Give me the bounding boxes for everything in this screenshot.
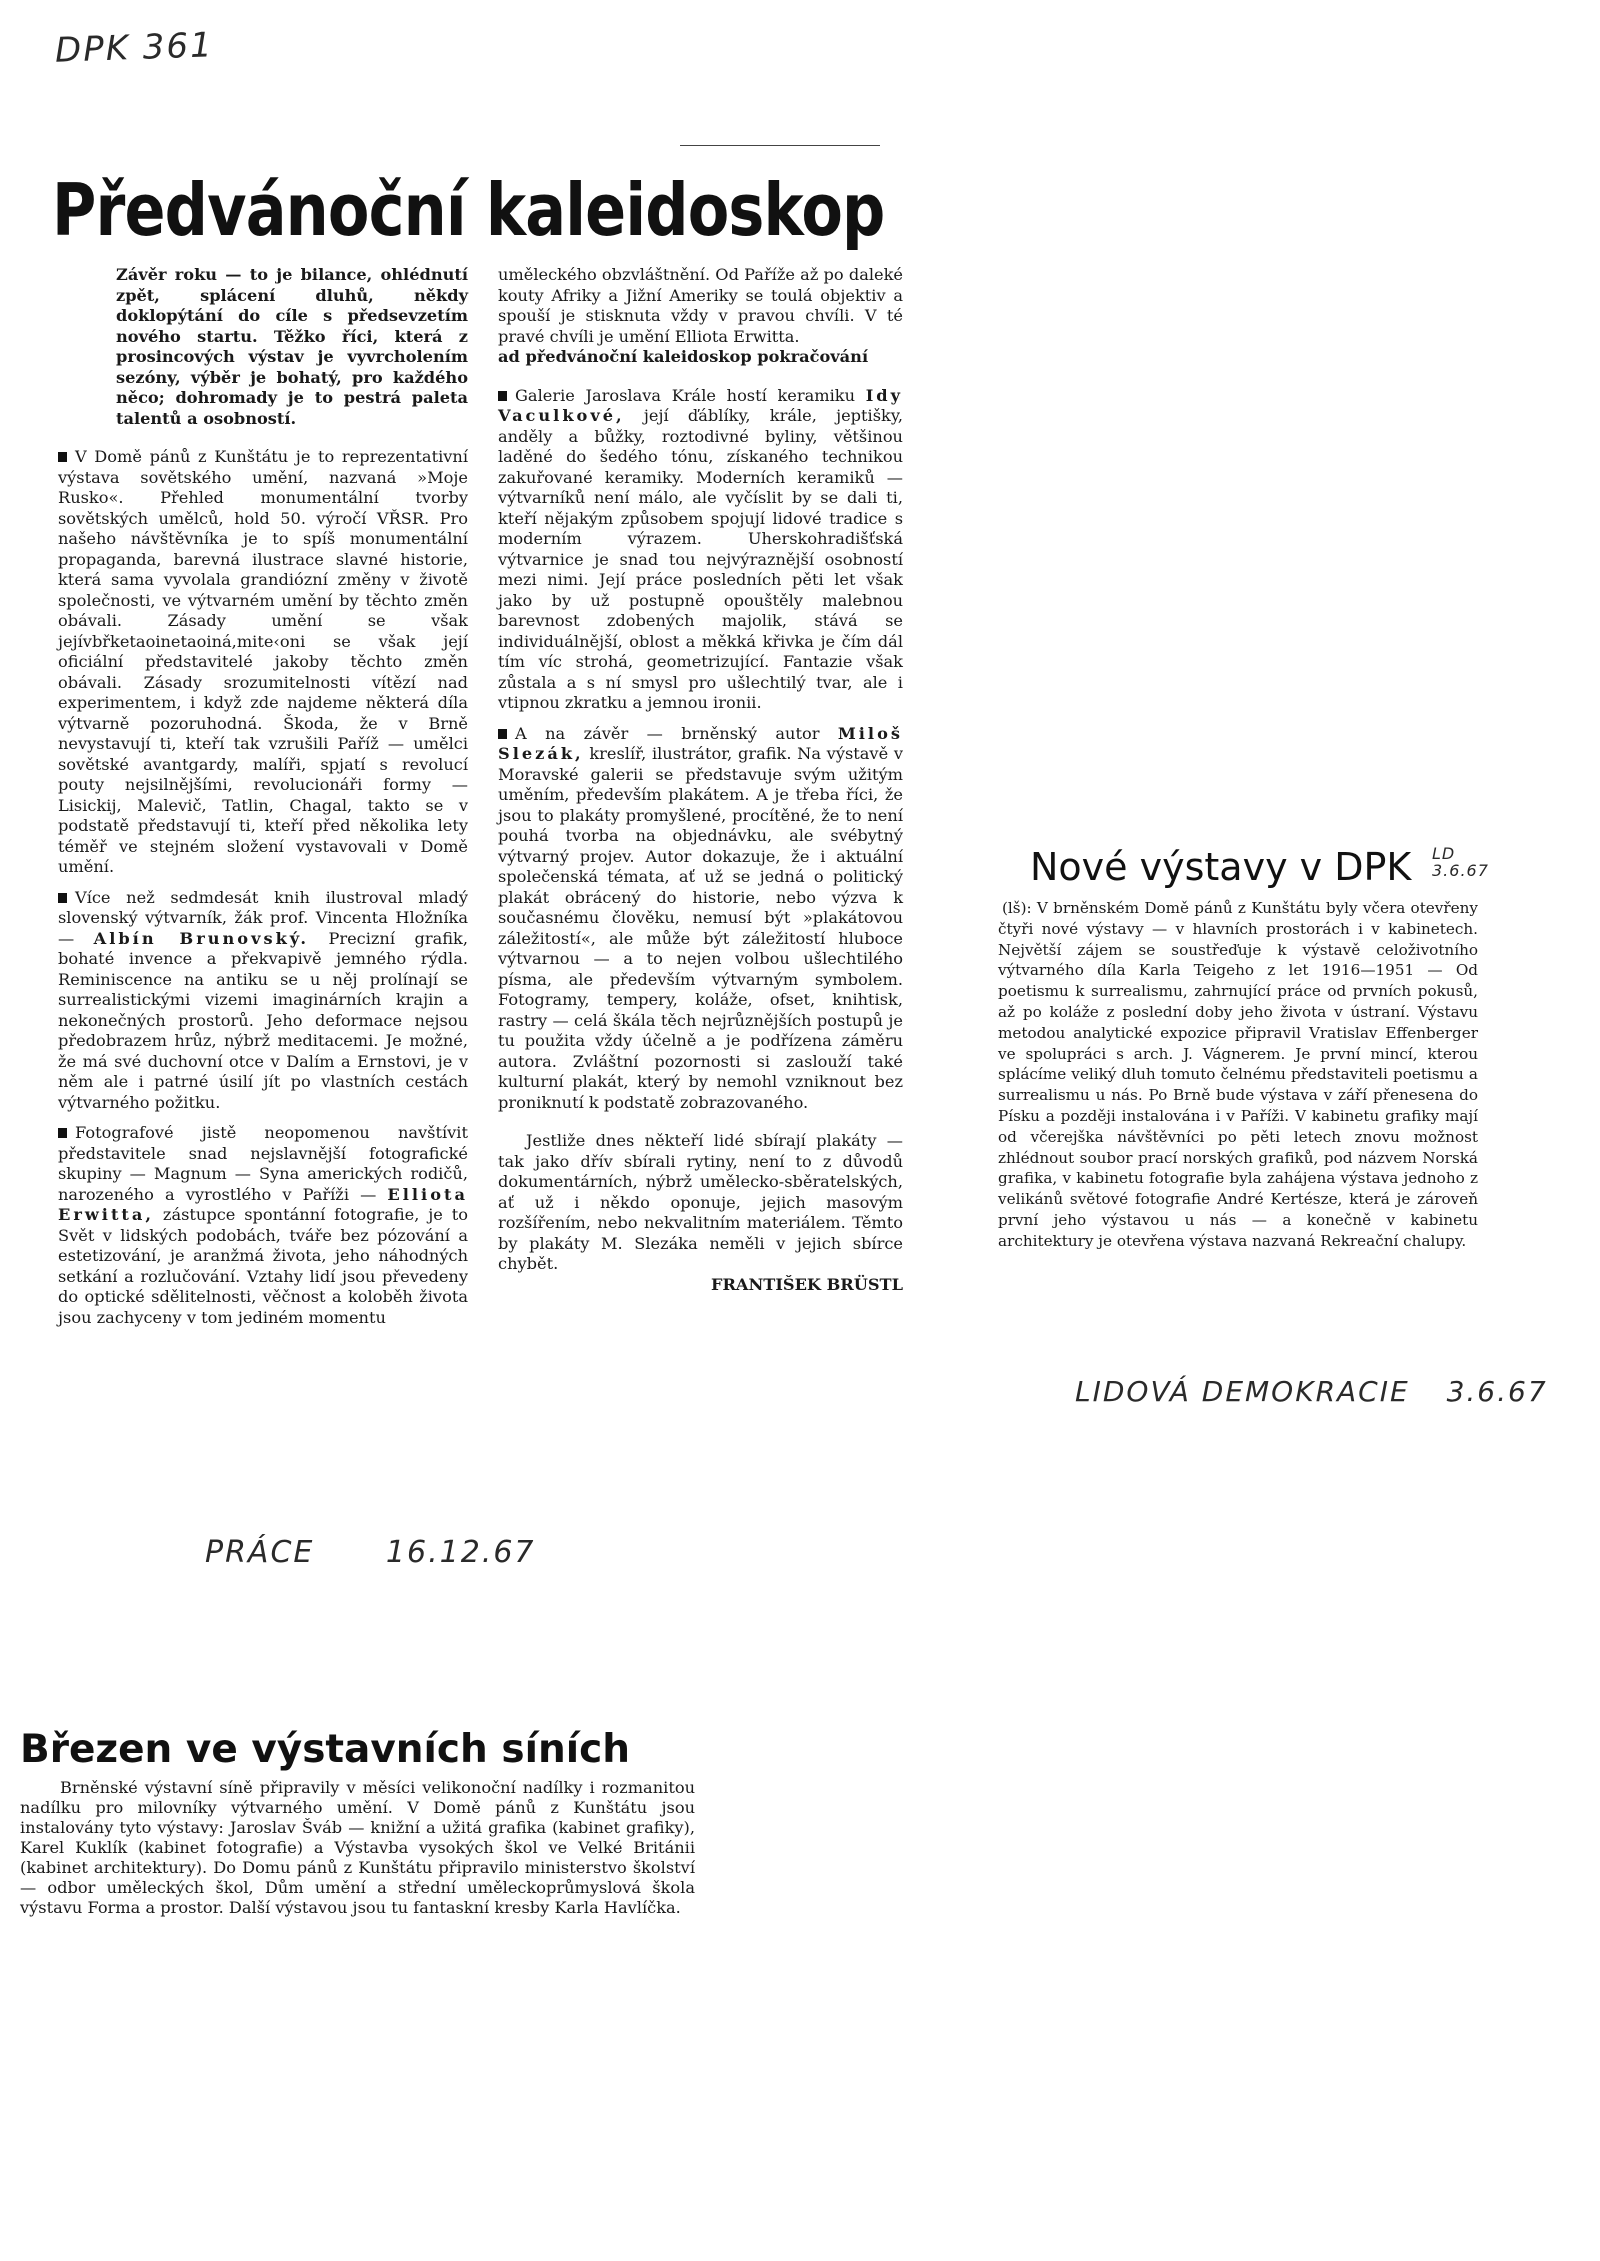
article-1-lead: Závěr roku — to je bilance, ohlédnutí zpět, splácení dluhů, někdy doklopýtání do cíle s předsevzetím nového startu. Těžko říci, která z prosincových výstav je vyvrcholením sezóny, výběr je bohatý, pro každého něco; dohromady je to pestrá paleta talentů a osobností. (116, 265, 468, 428)
source-name: LIDOVÁ DEMOKRACIE (1075, 1375, 1410, 1408)
article-3-body: Brněnské výstavní síně připravily v měsíci velikonoční nadílky i rozmanitou nadílku pro milovníky výtvarného umění. V Domě pánů z Kunštátu jsou instalovány tyto výstavy: Jaroslav Šváb — knižní a užitá grafika (kabinet grafiky), Karel Kuklík (kabinet fotografie) a Výstavba vysokých škol ve Velké Británii (kabinet architektury). Do Domu pánů z Kunštátu připravilo ministerstvo školství — odbor uměleckých škol, Dům umění a střední uměleckoprůmyslová škola výstavu Forma a prostor. Další výstavou jsou tu fantaskní kresby Karla Havlíčka. (20, 1778, 695, 1917)
source-date: 3.6.67 (1446, 1375, 1548, 1408)
bullet-square-icon (58, 452, 67, 462)
bullet-square-icon (58, 1128, 67, 1138)
artist-name: Idy Vaculkové, (498, 385, 903, 425)
article-1-title: Předvánoční kaleidoskop (52, 168, 885, 252)
article-1-column-1 (58, 265, 468, 1328)
clip1-source-handwriting (205, 1535, 536, 1570)
clipping-top-rule (680, 145, 880, 146)
article-1-paragraph: Jestliže dnes někteří lidé sbírají plakáty — tak jako dřív sbírali rytiny, není to z důvodů dokumentárních, nýbrž umělecko-sběratelských, ať už i někdo oponuje, jejich masovým rozšířením, nebo nekvalitním materiálem. Těmto by plakáty M. Slezáka neměli v jejich sbírce chybět. (498, 1131, 903, 1273)
article-1-paragraph: uměleckého obzvláštnění. Od Paříže až po daleké kouty Afriky a Jižní Ameriky se toulá objektiv a spouší je stisknuta vždy v pravou chvíli. V té pravé chvíli je umění Elliota Erwitta. (498, 265, 903, 346)
artist-name: Albín Brunovský. (93, 928, 309, 948)
article-1-paragraph: V Domě pánů z Kunštátu je to reprezentativní výstava sovětského umění, nazvaná »Moje Rusko«. Přehled monumentální tvorby sovětských umělců, hold 50. výročí VŘSR. Pro našeho návštěvníka je to spíš monumentální propaganda, barevná ilustrace slavné historie, která sama vyvolala grandiózní změny v životě společnosti, ve výtvarném umění by těchto změn obávali. Zásady umění se však jejívbřketaoinetaoiná,mite‹oni se však její oficiální představitelé jakoby těchto změn obávali. Zásady srozumitelnosti vítězí nad experimentem, i když zde najdeme některá díla výtvarně pozoruhodná. Škoda, že v Brně nevystavují ti, kteří tak vzrušili Paříž — umělci sovětské avantgardy, malíři, spjatí s revolucí pouty nejsilnějšími, revolucionáři formy — Lisickij, Malevič, Tatlin, Chagal, takto se v podstatě představují ti, kteří před několika lety téměř ve stejném složení vystavovali v Domě umění. (58, 447, 468, 876)
clip2-note-handwriting: LD 3.6.67 (1432, 844, 1489, 880)
bullet-square-icon (498, 729, 507, 739)
article-2-body: (lš): V brněnském Domě pánů z Kunštátu byly včera otevřeny čtyři nové výstavy — v hlavních prostorách i v kabinetech. Největší zájem se soustřeďuje k výstavě celoživotního výtvarného díla Karla Teigeho z let 1916—1951 — Od poetismu k surrealismu, zahrnující práce od prvních pokusů, až po koláže z poslední doby jeho života v ústraní. Výstavu metodou analytické expozice připravil Vratislav Effenberger ve spolupráci s arch. J. Vágnerem. Je první mincí, kterou splácíme veliký dluh tomuto čelnému představiteli poetismu a surrealismu u nás. Po Brně bude výstava v září přenesena do Písku a později instalována i v Paříži. V kabinetu grafiky mají od včerejška návštěvníci po pěti letech znovu možnost zhlédnout soubor prací norských grafiků, pod názvem Norská grafika, v kabinetu fotografie byla zahájena výstava jednoho z velikánů světové fotografie André Kertésze, která je zároveň první jeho výstavou u nás — a konečně v kabinetu architektury je otevřena výstava nazvaná Rekreační chalupy. (998, 899, 1478, 1250)
article-3-title: Březen ve výstavních síních (20, 1727, 630, 1772)
author-signature: FRANTIŠEK BRÜSTL (710, 1274, 903, 1294)
artist-name: Miloš Slezák, (498, 723, 903, 763)
article-1-paragraph: Více než sedmdesát knih ilustroval mladý slovenský výtvarník, žák prof. Vincenta Hložníka — Albín Brunovský. Precizní grafik, bohaté invence a překvapivě jemného rýdla. Reminiscence na antiku se u něj prolínají se surrealistickými vizemi imaginárních krajin a nekonečných prostorů. Jeho deformace nejsou předobrazem hrůz, nýbrž meditacemi. Je možné, že má své duchovní otce v Dalím a Ernstovi, je v něm ale i patrné úsilí jít po vlastních cestách výtvarného požitku. (58, 887, 468, 1112)
article-1-paragraph: Fotografové jistě neopomenou navštívit představitele snad nejslavnější fotografické skupiny — Magnum — Syna amerických rodičů, narozeného a vyrostlého v Paříži — Elliota Erwitta, zástupce spontánní fotografie, je to Svět v lidských podobách, tváře bez pózování a estetizování, je aranžmá života, jeho náhodných setkání a rozlučování. Vztahy lidí jsou převedeny do optické sdělitelnosti, věčnost a koloběh života jsou zachyceny v tom jediném momentu (58, 1123, 468, 1327)
source-date: 16.12.67 (385, 1535, 536, 1570)
continuation-note: ad předvánoční kaleidoskop pokračování (498, 347, 869, 366)
article-2-title: Nové výstavy v DPK (1030, 845, 1412, 889)
archive-code-handwriting: DPK 361 (54, 25, 215, 71)
artist-name: Elliota Erwitta, (58, 1184, 468, 1224)
source-name: PRÁCE (205, 1535, 315, 1570)
article-1-column-2 (498, 265, 903, 1295)
article-1-paragraph: Galerie Jaroslava Krále hostí keramiku Idy Vaculkové, její ďáblíky, krále, jeptišky, anděly a bůžky, roztodivné byliny, většinou laděné do šedého tónu, získaného technikou zakuřované keramiky. Moderních keramiků — výtvarníků není málo, ale vyčíslit by se dali ti, kteří nějakým způsobem spojují lidové tradice s moderním výrazem. Uherskohradišťská výtvarnice je snad tou nejvýraznější osobností mezi nimi. Její práce posledních pěti let však jako by už postupně opouštěly malebnou barevnost zdobených majolik, stává se individuálnější, oblost a měkká křivka je čím dál tím víc strohá, geometrizující. Fantazie však zůstala a s ní smysl pro ušlechtilý tvar, ale i vtipnou zkratku a jemnou ironii. (498, 385, 903, 712)
bullet-square-icon (498, 391, 507, 401)
article-1-paragraph: A na závěr — brněnský autor Miloš Slezák, kreslíř, ilustrátor, grafik. Na výstavě v Moravské galerii se představuje svým užitým uměním, především plakátem. A je třeba říci, že jsou to plakáty promyšlené, procítěné, že to není pouhá tvorba na objednávku, ale svébytný výtvarný projev. Autor dokazuje, že i aktuální společenská témata, ať už se jedná o politický plakát obrácený do historie, nebo výzva k současnému člověku, nemusí být »plakátovou záležitostí«, ale může být záležitostí hluboce výtvarnou — a to nejen volbou ušlechtilého písma, ale především výtvarným symbolem. Fotogramy, tempery, koláže, ofset, knihtisk, rastry — celá škála těch nejrůznějších postupů je tu použita vždy účelně a je podřízena záměru autora. Zvláštní pozornosti si zaslouží také kulturní plakát, který by nemohl vzniknout bez proniknutí k podstatě zobrazovaného. (498, 723, 903, 1112)
bullet-square-icon (58, 893, 67, 903)
clip2-source-handwriting (1075, 1375, 1548, 1408)
